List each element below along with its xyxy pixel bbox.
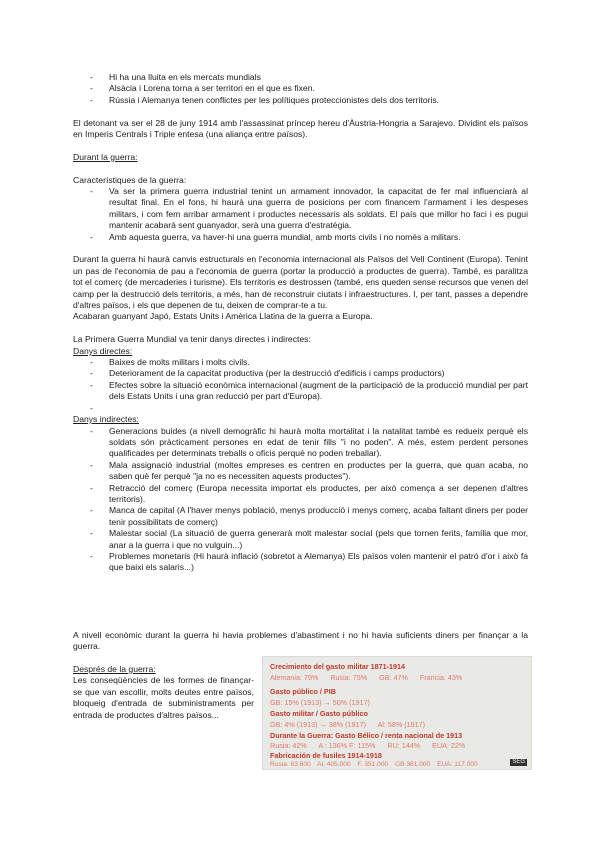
danys-indirectes-title: Danys indirectes:	[73, 414, 139, 425]
table-cell: A : 136% F: 115%	[318, 741, 376, 750]
list-item: - Retracció del comerç (Europa necessita importat els productes, per això comença a ser depenen d'altres territoris).	[109, 483, 528, 506]
despres-block	[73, 664, 254, 721]
table-cell: Al. 405.000	[317, 761, 351, 768]
list-item: - Mala assignació industrial (moltes empreses es centren en productes per la guerra, que quan acaba, no saben què fer perquè "ja no es necessiten aquests productes").	[109, 460, 528, 483]
table-row-title: Fabricación de fusiles 1914-1918	[270, 751, 382, 760]
list-item: - Manca de capital (A l'haver menys població, menys producció i menys comerç, acaba faltant diners per poder tenir possibilitats de comerç)	[109, 505, 528, 528]
main-column	[73, 72, 528, 574]
list-item: - Alsàcia i Lorena torna a ser territori en el que es fixen.	[109, 83, 528, 94]
table-cell: RU: 144%	[387, 741, 421, 750]
table-cell: Rusia: 75%	[330, 673, 368, 682]
caracteristiques-title: Característiques de la guerra:	[73, 174, 187, 185]
section-heading-durant: Durant la guerra:	[73, 151, 138, 162]
table-row-title: Gasto público / PIB	[270, 687, 336, 696]
table-row-values	[270, 673, 525, 682]
war-spending-table-image	[262, 656, 532, 770]
table-cell: Rusia: 42%	[270, 741, 307, 750]
table-row-values	[270, 720, 525, 729]
table-row-values	[270, 698, 525, 707]
table-cell: GB 361.000	[395, 761, 431, 768]
list-item: - Baixes de molts militars i molts civils.	[109, 357, 528, 368]
table-row-values	[270, 760, 525, 769]
table-cell: Al: 58% (1917)	[377, 720, 426, 729]
despres-paragraph: Les conseqüències de les formes de finançar-se que van escollir, molts deutes entre països, bloqueig d'entrada de subministraments per entrada de productes d'altres països...	[73, 675, 254, 720]
detonant-paragraph: El detonant va ser el 28 de juny 1914 amb l'assassinat príncep hereu d'Àustria-Hongria a Sarajevo. Dividint els països en Imperis Centrals i Triple entesa (una aliança entre països).	[73, 117, 528, 140]
list-item: - Rússia i Alemanya tenen conflictes per les polítiques proteccionistes dels dos territoris.	[109, 95, 528, 106]
danys-directes-title: Danys directes:	[73, 345, 133, 356]
table-cell: EUA: 117.000	[437, 761, 478, 768]
intro-bullet-list	[73, 72, 528, 106]
table-cell: GB: 4% (1913) → 38% (1917)	[270, 720, 366, 729]
list-item: - Amb aquesta guerra, va haver-hi una guerra mundial, amb morts civils i no només a militars.	[109, 232, 528, 243]
table-row-title: Gasto militar / Gasto público	[270, 709, 368, 718]
list-item: - Generacions buides (a nivell demogràfic hi haurà molta mortalitat i la natalitat també es redueix perquè els soldats són pràcticament persones en edat de tenir fills "i no poden". A més, estem perdent persones qualificades per determinats treballs o oficis perquè no poden treballar).	[109, 426, 528, 460]
danys-intro: La Primera Guerra Mundial va tenir danys directes i indirectes:	[73, 334, 311, 345]
table-cell: Francia: 43%	[419, 673, 463, 682]
abastiment-paragraph: A nivell econòmic durant la guerra hi havia problemes d'abastiment i no hi havia suficients diners per finançar a la guerra.	[73, 630, 528, 652]
caracteristiques-list	[73, 186, 528, 243]
canvis-paragraph: Durant la guerra hi haurà canvis estructurals en l'economia internacional als Països del Vell Continent (Europa). Tenint un pas de l'economia de pau a l'economia de guerra (portar la producció a productes de guerra). També, es paralitza tot el comerç (de mercaderies i turisme). Els territoris es destrossen (també, ens queden sense recursos que venen del camp per la destrucció dels territoris, a més, han de reconstruir ciutats i infraestructures. I, per tant, passes a dependre d'altres països, i els que depenen de tu, deixen de comprar-te a tu.	[73, 254, 528, 311]
list-item: - Malestar social (La situació de guerra generarà molt malestar social (pels que tornen ferits, família que mor, anar a la guerra i que no vulguin...)	[109, 528, 528, 551]
section-heading-despres: Després de la guerra:	[73, 664, 156, 674]
list-item: - Va ser la primera guerra industrial tenint un armament innovador, la capacitat de fer mal influenciarà al resultat final. En el fons, hi haurà una guerra de posicions per com financem l'armament i les despeses militars, i com fem arribar armament i productes necessaris als soldats. El país que millor ho faci i es pugui mantenir acabarà sent guanyador, serà una guerra d'estratègia.	[109, 186, 528, 232]
acabaran-paragraph: Acabaran guanyant Japó, Estats Units i Amèrica Llatina de la guerra a Europa.	[73, 311, 373, 322]
list-item: - Problemes monetaris (Hi haurà inflació (sobretot a Alemanya) Els països volen mantenir el patró d'or i això fa que baixi els salaris...)	[109, 551, 528, 574]
table-cell: F. 351.000	[357, 761, 389, 768]
danys-directes-list	[73, 357, 528, 414]
list-item: - Hi ha una lluita en els mercats mundials	[109, 72, 528, 83]
table-cell: GB: 47%	[379, 673, 408, 682]
danys-indirectes-list	[73, 426, 528, 574]
table-cell: GB: 15% (1913) → 50% (1917)	[270, 698, 370, 707]
table-cell: Alemania: 79%	[270, 673, 319, 682]
table-row-values	[270, 741, 525, 750]
table-row-title: Durante la Guerra: Gasto Bélico / renta nacional de 1913	[270, 731, 463, 740]
list-item	[109, 403, 528, 414]
corner-badge: SEG	[512, 759, 525, 765]
table-cell: EUA: 22%	[432, 741, 466, 750]
table-row-title: Crecimiento del gasto militar 1871-1914	[270, 662, 406, 671]
table-cell: Rusia: 63.600	[270, 761, 311, 768]
list-item: - Deteriorament de la capacitat productiva (per la destrucció d'edificis i camps productors)	[109, 368, 528, 379]
list-item: - Efectes sobre la situació econòmica internacional (augment de la participació de la producció mundial per part dels Estats Units i una gran reducció per part d'Europa).	[109, 380, 528, 403]
